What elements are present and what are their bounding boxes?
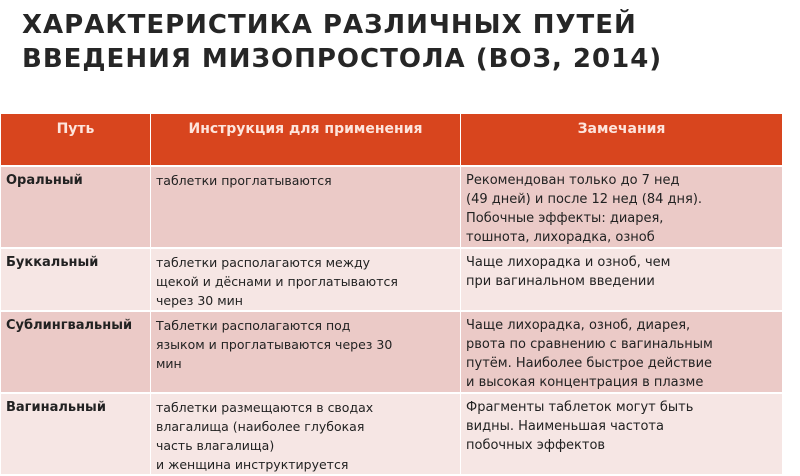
table-row [1,248,783,311]
table-row [1,393,783,475]
table-row [1,166,783,248]
route-cell: Оральный [1,166,151,248]
page-title [22,8,782,76]
notes-cell: Рекомендован только до 7 нед (49 дней) и после 12 нед (84 дня). Побочные эффекты: диарея, тошнота, лихорадка, озноб [461,166,783,248]
header-notes: Замечания [461,113,783,166]
routes-table [0,112,783,476]
route-cell: Буккальный [1,248,151,311]
instruction-cell: таблетки проглатываются [151,166,461,248]
route-cell: Сублингвальный [1,311,151,393]
instruction-cell: таблетки располагаются между щекой и дёснами и проглатываются через 30 мин [151,248,461,311]
route-cell: Вагинальный [1,393,151,475]
instruction-cell: Таблетки располагаются под языком и проглатываются через 30 мин [151,311,461,393]
page-title-line-2: ВВЕДЕНИЯ МИЗОПРОСТОЛА (ВОЗ, 2014) [22,44,663,74]
notes-cell: Фрагменты таблеток могут быть видны. Наименьшая частота побочных эффектов [461,393,783,475]
notes-cell: Чаще лихорадка, озноб, диарея, рвота по сравнению с вагинальным путём. Наиболее быстрое действие и высокая концентрация в плазме [461,311,783,393]
header-route: Путь [1,113,151,166]
table-header-row [1,113,783,166]
instruction-cell: таблетки размещаются в сводах влагалища (наиболее глубокая часть влагалища) и женщина инструктируется [151,393,461,475]
notes-cell: Чаще лихорадка и озноб, чем при вагинальном введении [461,248,783,311]
page-title-line-1: ХАРАКТЕРИСТИКА РАЗЛИЧНЫХ ПУТЕЙ [22,10,637,40]
table-row [1,311,783,393]
header-instruction: Инструкция для применения [151,113,461,166]
